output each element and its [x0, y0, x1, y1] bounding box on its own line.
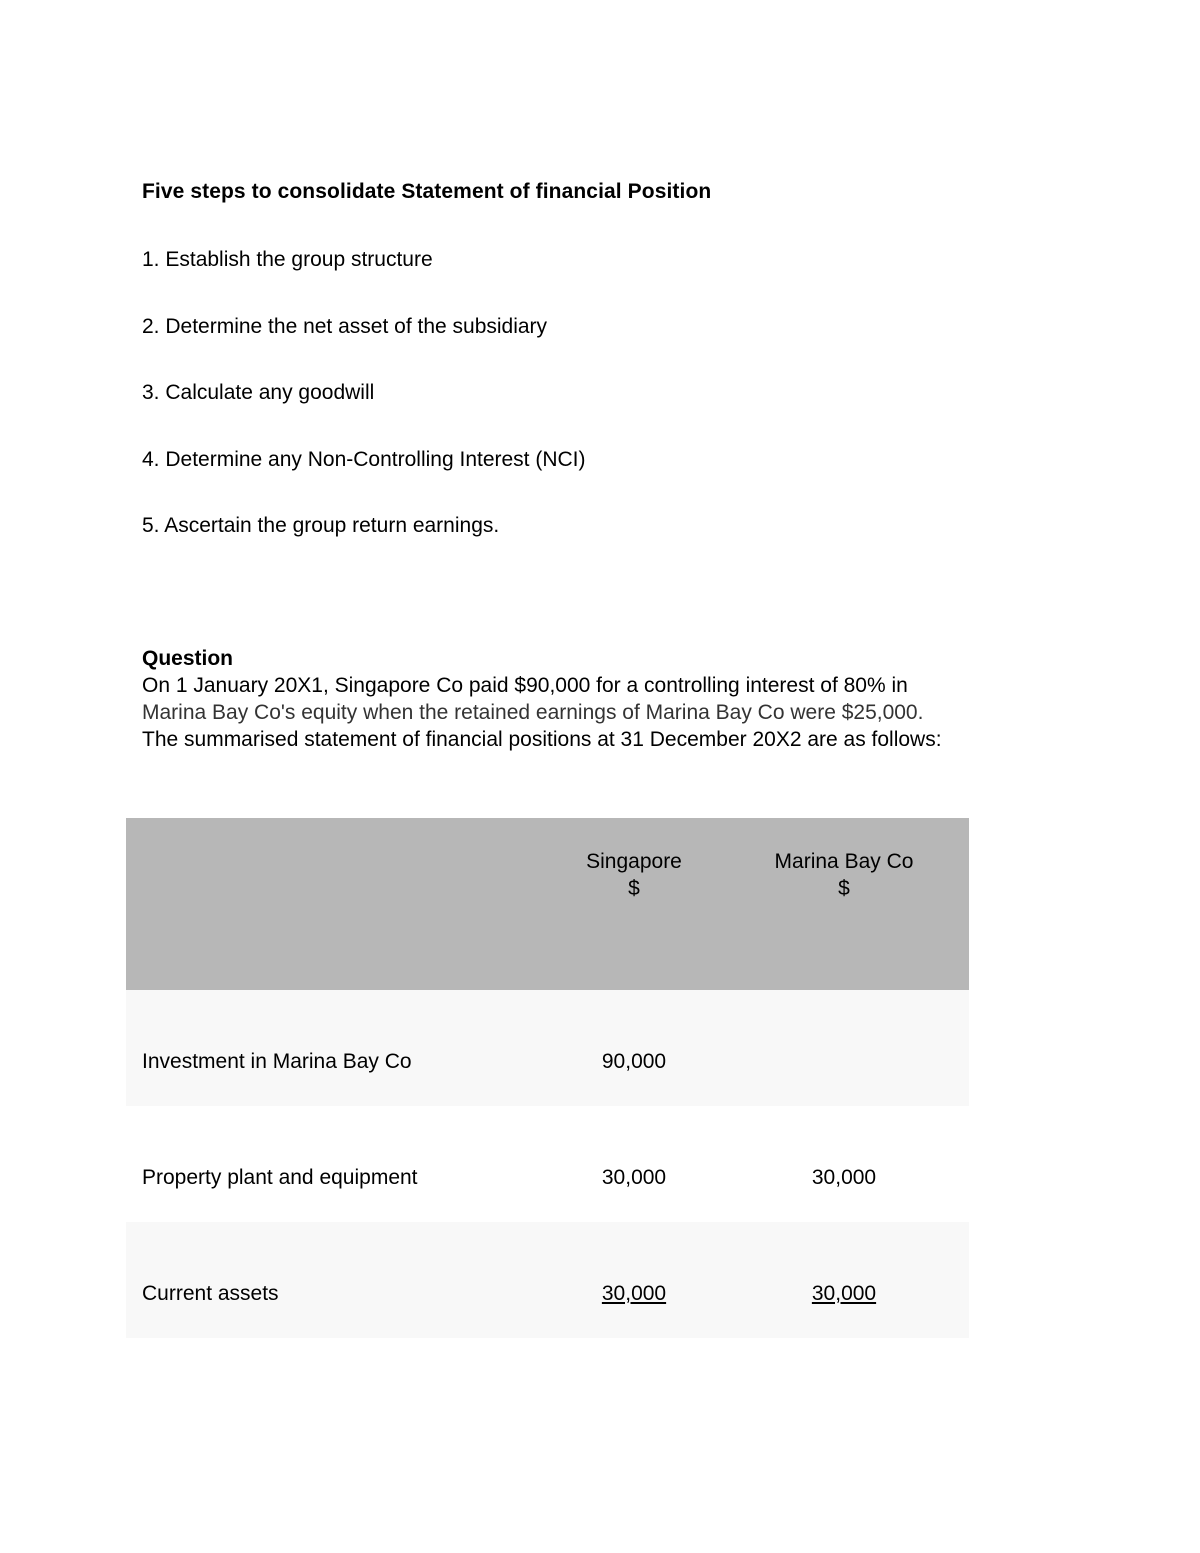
financial-position-table — [126, 818, 969, 1338]
column-header-marina-bay — [744, 848, 944, 902]
column-name: Marina Bay Co — [774, 850, 914, 873]
column-unit: $ — [628, 877, 640, 900]
cell-singapore: 30,000 — [601, 1282, 667, 1305]
question-line-1: On 1 January 20X1, Singapore Co paid $90,000 for a controlling interest of 80% in — [142, 674, 908, 697]
document-heading: Five steps to consolidate Statement of financial Position — [142, 180, 712, 203]
step-item: 5. Ascertain the group return earnings. — [142, 514, 500, 537]
table-row — [126, 990, 969, 1106]
step-item: 3. Calculate any goodwill — [142, 381, 375, 404]
row-label: Current assets — [142, 1282, 279, 1305]
steps-list — [142, 247, 586, 580]
table-row — [126, 1222, 969, 1338]
column-unit: $ — [838, 877, 850, 900]
question-block — [142, 645, 1142, 753]
step-item: 1. Establish the group structure — [142, 248, 433, 271]
column-header-singapore — [534, 848, 734, 902]
cell-singapore: 90,000 — [601, 1050, 667, 1073]
row-label: Investment in Marina Bay Co — [142, 1050, 412, 1073]
step-item: 2. Determine the net asset of the subsidiary — [142, 314, 548, 338]
question-line-2: Marina Bay Co's equity when the retained earnings of Marina Bay Co were $25,000. — [142, 701, 924, 724]
table-header — [126, 818, 969, 990]
step-item: 4. Determine any Non-Controlling Interest (NCI) — [142, 447, 586, 471]
column-name: Singapore — [586, 850, 682, 873]
cell-marina-bay: 30,000 — [811, 1282, 877, 1305]
table-row — [126, 1106, 969, 1222]
question-line-3: The summarised statement of financial positions at 31 December 20X2 are as follows: — [142, 728, 942, 751]
row-label: Property plant and equipment — [142, 1166, 418, 1189]
cell-marina-bay: 30,000 — [811, 1166, 877, 1189]
question-title: Question — [142, 647, 234, 670]
cell-singapore: 30,000 — [601, 1166, 667, 1189]
